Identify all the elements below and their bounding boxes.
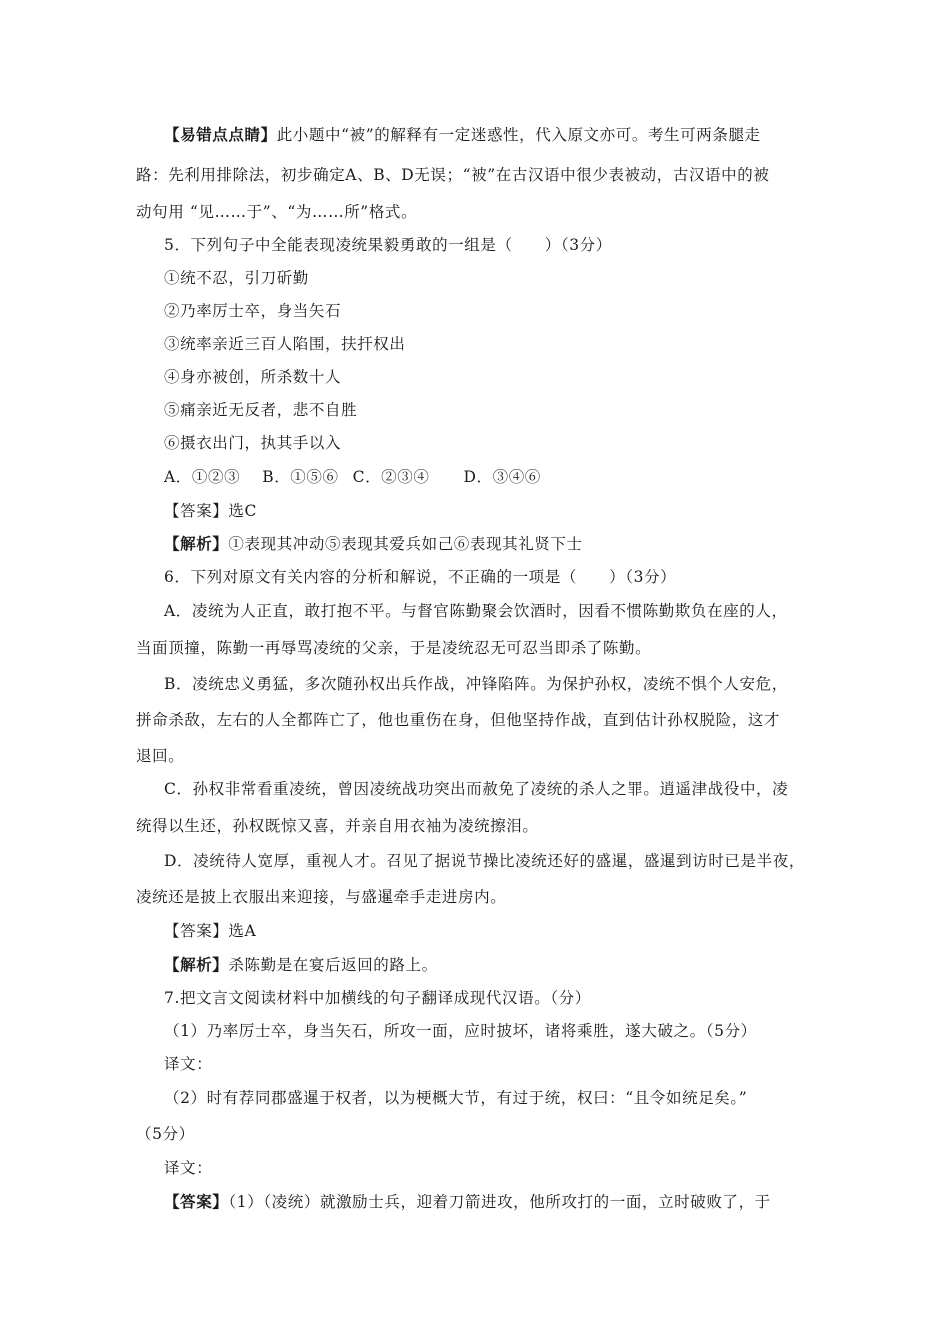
q5-option-a: A．①②③ xyxy=(164,468,241,486)
tip-line-1: 【易错点点睛】此小题中“被”的解释有一定迷惑性，代入原文亦可。考生可两条腿走 xyxy=(164,125,761,144)
q5-item-3: ③统率亲近三百人陷围，扶扞权出 xyxy=(164,335,406,353)
q7-translation-label-1: 译文： xyxy=(164,1055,213,1073)
q6-option-d-line-2: 凌统还是披上衣服出来迎接，与盛暹牵手走进房内。 xyxy=(136,888,507,906)
q7-stem: 7.把文言文阅读材料中加横线的句子翻译成现代汉语。（分） xyxy=(164,989,591,1007)
q6-option-a-line-2: 当面顶撞，陈勤一再辱骂凌统的父亲，于是凌统忍无可忍当即杀了陈勤。 xyxy=(136,639,652,657)
tip-label: 【易错点点睛】 xyxy=(164,125,277,144)
q6-option-b-line-2: 拼命杀敌，左右的人全都阵亡了，他也重伤在身，但他坚持作战，直到估计孙权脱险，这才 xyxy=(136,711,781,729)
q7-sentence-2: （2）时有荐同郡盛暹于权者，以为梗概大节，有过于统，权曰：“且令如统足矣。” xyxy=(164,1089,748,1107)
tip-line-2: 路：先利用排除法，初步确定A、B、D无误；“被”在古汉语中很少表被动，古汉语中的被 xyxy=(136,166,770,184)
q5-item-4: ④身亦被创，所杀数十人 xyxy=(164,368,342,386)
q7-answer: 【答案】（1）（凌统）就激励士兵，迎着刀箭进攻，他所攻打的一面，立时破败了，于 xyxy=(164,1192,771,1211)
q6-analysis: 【解析】杀陈勤是在宴后返回的路上。 xyxy=(164,955,438,974)
q5-item-2: ②乃率厉士卒，身当矢石 xyxy=(164,302,342,320)
q5-item-1: ①统不忍，引刀斫勤 xyxy=(164,269,309,287)
q5-options xyxy=(164,466,541,488)
q6-option-b-line-1: B．凌统忠义勇猛，多次随孙权出兵作战，冲锋陷阵。为保护孙权，凌统不惧个人安危， xyxy=(164,675,788,693)
q5-option-d: D．③④⑥ xyxy=(463,468,541,486)
q7-translation-label-2: 译文： xyxy=(164,1159,213,1177)
q5-item-5: ⑤痛亲近无反者，悲不自胜 xyxy=(164,401,358,419)
q5-option-b: B．①⑤⑥ xyxy=(262,468,339,486)
q6-option-d-line-1: D．凌统待人宽厚，重视人才。召见了据说节操比凌统还好的盛暹，盛暹到访时已是半夜， xyxy=(164,852,805,870)
q5-answer: 【答案】选C xyxy=(164,502,257,520)
q5-option-c: C．②③④ xyxy=(352,468,430,486)
q6-answer: 【答案】选A xyxy=(164,922,257,940)
q5-item-6: ⑥摄衣出门，执其手以入 xyxy=(164,434,342,452)
q6-stem: 6．下列对原文有关内容的分析和解说，不正确的一项是（ ）（3分） xyxy=(164,568,677,586)
q6-option-c-line-2: 统得以生还，孙权既惊又喜，并亲自用衣袖为凌统擦泪。 xyxy=(136,817,539,835)
q6-option-c-line-1: C．孙权非常看重凌统，曾因凌统战功突出而赦免了凌统的杀人之罪。逍遥津战役中，凌 xyxy=(164,780,789,798)
q6-option-a-line-1: A．凌统为人正直，敢打抱不平。与督官陈勤聚会饮酒时，因看不惯陈勤欺负在座的人， xyxy=(164,602,788,620)
tip-line-3: 动句用 “见……于”、“为……所”格式。 xyxy=(136,203,418,221)
q7-sentence-2-score: （5分） xyxy=(136,1125,195,1143)
q5-analysis: 【解析】①表现其冲动⑤表现其爱兵如己⑥表现其礼贤下士 xyxy=(164,534,583,553)
q7-sentence-1: （1）乃率厉士卒，身当矢石，所攻一面，应时披坏，诸将乘胜，遂大破之。（5分） xyxy=(164,1022,757,1040)
q6-option-b-line-3: 退回。 xyxy=(136,747,185,765)
q5-stem: 5．下列句子中全能表现凌统果毅勇敢的一组是（ ）（3分） xyxy=(164,236,612,254)
